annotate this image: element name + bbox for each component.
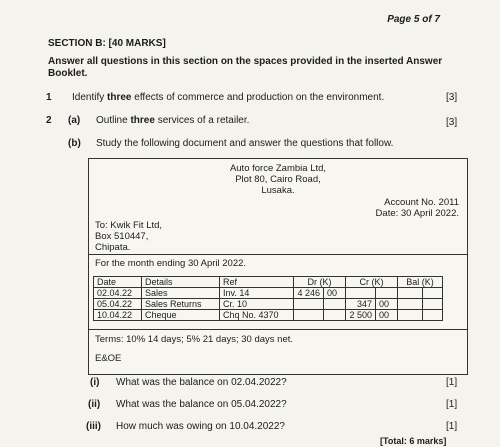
section-instructions: Answer all questions in this section on the spaces provided in the inserted Answer Booklet. [48, 56, 443, 79]
cell-bal-kwacha [398, 310, 423, 321]
statement-date: Date: 30 April 2022. [375, 208, 459, 219]
header-details: Details [142, 277, 220, 288]
question-1-number: 1 [46, 92, 52, 103]
cell-dr-kwacha [294, 299, 324, 310]
cell-cr-kwacha: 2 500 [346, 310, 376, 321]
table-row [94, 310, 443, 321]
account-number: Account No. 2011 [384, 197, 459, 208]
divider-line [89, 329, 467, 330]
payment-terms: Terms: 10% 14 days; 5% 21 days; 30 days net. [95, 334, 294, 345]
sub-question-i-marks: [1] [446, 377, 458, 388]
question-2-number: 2 [46, 115, 52, 126]
cell-dr-ngwee: 00 [324, 288, 346, 299]
sub-question-iii-label: (iii) [86, 421, 101, 432]
cell-cr-ngwee [376, 288, 398, 299]
cell-bal-ngwee [423, 310, 443, 321]
company-address-line2: Lusaka. [261, 185, 295, 196]
cell-ref: Cr. 10 [220, 299, 294, 310]
statement-document [88, 158, 468, 375]
cell-details: Sales Returns [142, 299, 220, 310]
cell-ref: Inv. 14 [220, 288, 294, 299]
cell-date: 02.04.22 [94, 288, 142, 299]
cell-cr-kwacha: 347 [346, 299, 376, 310]
question-2a-text-bold: three [130, 115, 155, 126]
errors-omissions-note: E&OE [95, 353, 122, 364]
cell-cr-ngwee: 00 [376, 299, 398, 310]
sub-question-i-text: What was the balance on 02.04.2022? [116, 377, 287, 388]
table-row [94, 299, 443, 310]
table-header-row [94, 277, 443, 288]
question-1-text-bold: three [107, 92, 132, 103]
sub-question-ii-marks: [1] [446, 399, 458, 410]
header-bal: Bal (K) [398, 277, 443, 288]
question-2a-text-post: services of a retailer. [154, 115, 250, 126]
cell-dr-ngwee [324, 310, 346, 321]
header-ref: Ref [220, 277, 294, 288]
table-row [94, 288, 443, 299]
header-dr: Dr (K) [294, 277, 346, 288]
question-2a-label: (a) [68, 115, 81, 126]
cell-bal-kwacha [398, 288, 423, 299]
recipient-box: Box 510447, [95, 231, 149, 242]
cell-bal-kwacha [398, 299, 423, 310]
header-cr: Cr (K) [346, 277, 398, 288]
recipient-town: Chipata. [95, 242, 131, 253]
sub-question-iii-marks: [1] [446, 421, 458, 432]
cell-details: Sales [142, 288, 220, 299]
question-2b-label: (b) [68, 138, 81, 149]
page-number: Page 5 of 7 [387, 14, 440, 25]
divider-line [89, 254, 467, 255]
cell-dr-kwacha: 4 246 [294, 288, 324, 299]
section-heading: SECTION B: [40 MARKS] [48, 38, 166, 49]
question-1-text-post: effects of commerce and production on the environment. [131, 92, 385, 103]
recipient-name: To: Kwik Fit Ltd, [95, 220, 163, 231]
statement-table [93, 276, 443, 321]
cell-dr-ngwee [324, 299, 346, 310]
cell-cr-ngwee: 00 [376, 310, 398, 321]
header-date: Date [94, 277, 142, 288]
question-1-text-pre: Identify [72, 92, 108, 103]
sub-question-ii-text: What was the balance on 05.04.2022? [116, 399, 287, 410]
question-1-marks: [3] [446, 92, 458, 103]
company-address-line1: Plot 80, Cairo Road, [235, 174, 321, 185]
sub-question-i-label: (i) [90, 377, 100, 388]
question-1-text [72, 92, 384, 103]
cell-details: Cheque [142, 310, 220, 321]
cell-cr-kwacha [346, 288, 376, 299]
question-2a-marks: [3] [446, 117, 458, 128]
cell-date: 05.04.22 [94, 299, 142, 310]
cell-date: 10.04.22 [94, 310, 142, 321]
question-2a-text [96, 115, 249, 126]
question-2a-text-pre: Outline [96, 115, 131, 126]
company-name: Auto force Zambia Ltd, [229, 163, 327, 174]
sub-question-ii-label: (ii) [88, 399, 101, 410]
cell-bal-ngwee [423, 299, 443, 310]
question-2b-text: Study the following document and answer the questions that follow. [96, 138, 394, 149]
cell-ref: Chq No. 4370 [220, 310, 294, 321]
question-total-marks: [Total: 6 marks] [380, 436, 447, 446]
sub-question-iii-text: How much was owing on 10.04.2022? [116, 421, 285, 432]
cell-dr-kwacha [294, 310, 324, 321]
cell-bal-ngwee [423, 288, 443, 299]
statement-period: For the month ending 30 April 2022. [95, 258, 247, 269]
